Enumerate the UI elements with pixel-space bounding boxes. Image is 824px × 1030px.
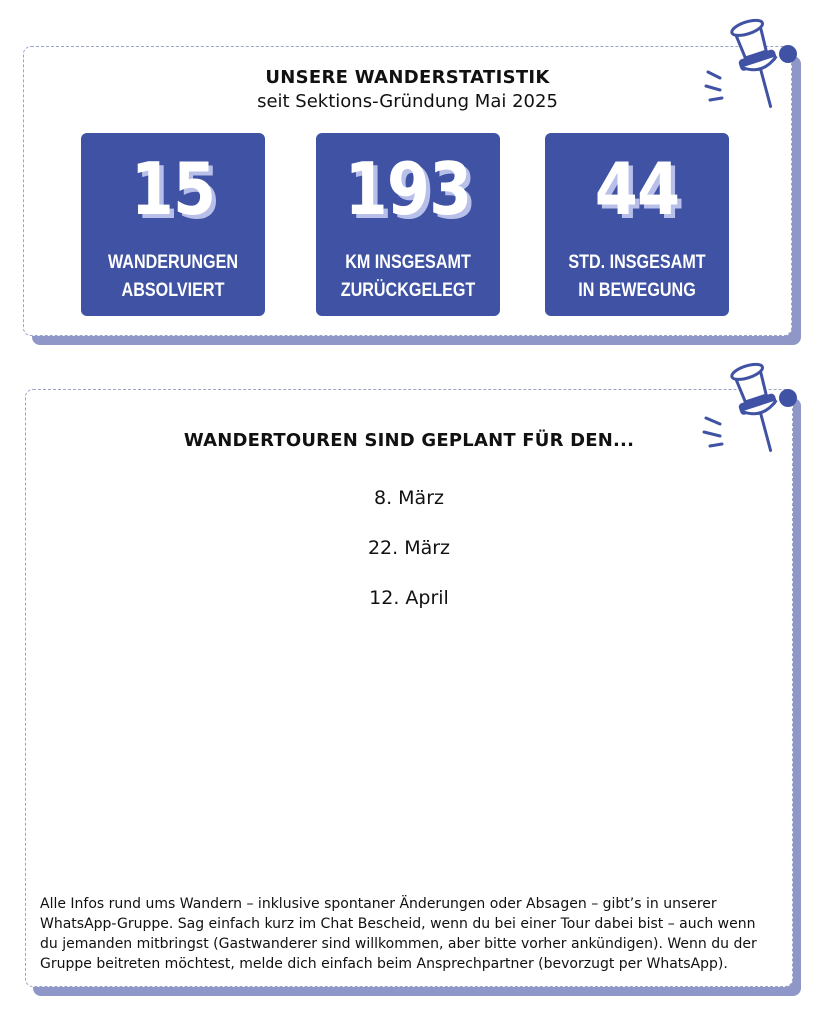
tours-card: [25, 389, 793, 987]
stat-label-line: WANDERUNGEN: [107, 252, 239, 273]
stats-card: [23, 46, 792, 336]
stat-label: [559, 249, 715, 305]
stat-label: [330, 249, 486, 305]
date-item: 12. April: [369, 587, 449, 609]
pushpin-icon: [700, 358, 800, 458]
stat-label-line: ZURÜCKGELEGT: [340, 280, 476, 301]
date-list: [26, 486, 792, 636]
stat-number: 15: [130, 147, 216, 231]
stat-number: 44: [594, 147, 680, 231]
whatsapp-info-note: Alle Infos rund ums Wandern – inklusive spontaner Änderungen oder Absagen – gibt’s in unserer WhatsApp-Gruppe. Sag einfach kurz im Chat Bescheid, wenn du bei einer Tour dabei bist – auch wenn du jemanden mitbringst (Gastwanderer sind willkommen, aber bitte vorher ankündigen). Wenn du der Gruppe beitreten möchtest, melde dich einfach beim Ansprechpartner (bevorzugt per WhatsApp).: [40, 896, 757, 972]
stat-box-hikes: [81, 133, 265, 316]
stat-label-line: IN BEWEGUNG: [578, 280, 696, 301]
stat-label-line: KM INSGESAMT: [345, 252, 471, 273]
stat-label-line: ABSOLVIERT: [121, 280, 225, 301]
stats-subtitle: seit Sektions-Gründung Mai 2025: [257, 91, 558, 112]
tours-title: WANDERTOUREN SIND GEPLANT FÜR DEN...: [183, 430, 635, 451]
stat-box-hours: [545, 133, 729, 316]
stat-label: [95, 249, 251, 305]
stats-title: UNSERE WANDERSTATISTIK: [265, 67, 550, 88]
date-item: 8. März: [374, 487, 444, 509]
stat-box-distance: [316, 133, 500, 316]
date-item: 22. März: [367, 537, 451, 559]
stat-number: 193: [344, 147, 472, 231]
pushpin-icon: [700, 14, 800, 114]
stat-label-line: STD. INSGESAMT: [568, 252, 706, 273]
